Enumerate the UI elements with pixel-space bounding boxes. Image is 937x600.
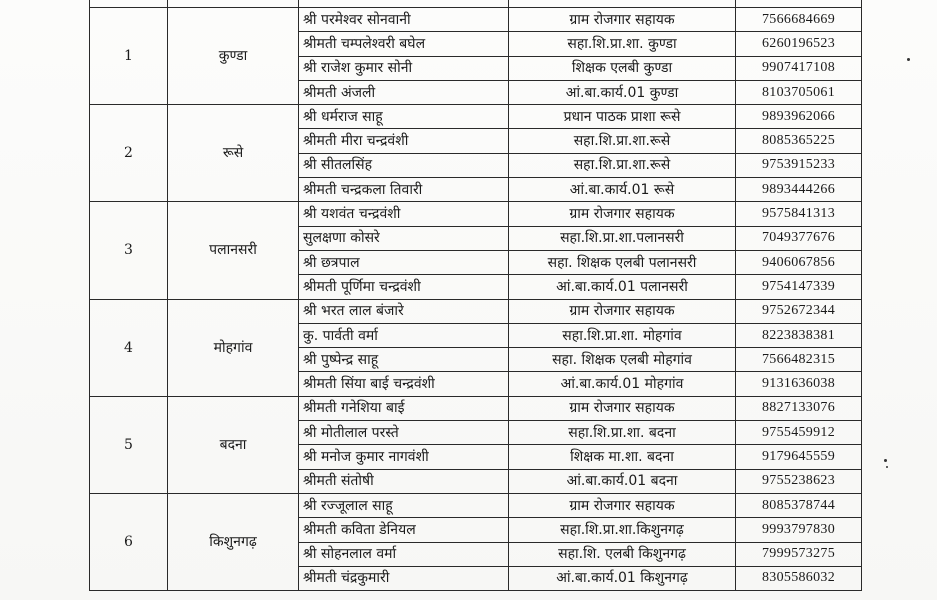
table-row <box>90 202 862 226</box>
designation-cell: सहा.शि.प्रा.शा. मोहगांव <box>509 323 736 347</box>
designation-cell: ग्राम रोजगार सहायक <box>509 299 736 323</box>
member-name-cell: श्रीमती चन्द्रकला तिवारी <box>299 178 509 202</box>
designation-cell: शिक्षक मा.शा. बदना <box>509 445 736 469</box>
mobile-number-cell: 6260196523 <box>736 32 862 56</box>
designation-cell: सहा.शि.प्रा.शा.किशुनगढ़ <box>509 518 736 542</box>
village-name-cell: मोहगांव <box>168 299 299 396</box>
member-name-cell: कु. पार्वती वर्मा <box>299 323 509 347</box>
serial-number-cell: 2 <box>90 105 168 202</box>
mobile-number-cell: 9131636038 <box>736 372 862 396</box>
member-name-cell: श्री मनोज कुमार नागवंशी <box>299 445 509 469</box>
table-body <box>90 0 862 591</box>
member-name-cell: श्रीमती कविता डेनियल <box>299 518 509 542</box>
designation-cell: सहा.शि. एलबी किशुनगढ़ <box>509 542 736 566</box>
member-name-cell: श्री भरत लाल बंजारे <box>299 299 509 323</box>
mobile-number-cell: 9755238623 <box>736 469 862 493</box>
mobile-number-cell: 8827133076 <box>736 396 862 420</box>
serial-number-cell: 6 <box>90 493 168 590</box>
scan-speck <box>907 58 910 61</box>
designation-cell: सहा.शि.प्रा.शा.रूसे <box>509 129 736 153</box>
designation-cell: ग्राम रोजगार सहायक <box>509 493 736 517</box>
serial-number-cell: 3 <box>90 202 168 299</box>
table-row <box>90 8 862 32</box>
serial-number-cell: 4 <box>90 299 168 396</box>
member-name-cell: श्री छत्रपाल <box>299 250 509 274</box>
village-name-cell: किशुनगढ़ <box>168 493 299 590</box>
member-name-cell: श्री पुष्पेन्द्र साहू <box>299 348 509 372</box>
member-name-cell: श्री सीतलसिंह <box>299 153 509 177</box>
mobile-number-cell: 9907417108 <box>736 56 862 80</box>
mobile-number-cell: 9993797830 <box>736 518 862 542</box>
mobile-number-cell: 8223838381 <box>736 323 862 347</box>
member-name-cell: श्रीमती गनेशिया बाई <box>299 396 509 420</box>
scan-speck <box>886 466 888 468</box>
mobile-number-cell: 9753915233 <box>736 153 862 177</box>
serial-number-cell: 1 <box>90 8 168 105</box>
member-name-cell: श्रीमती सिंया बाई चन्द्रवंशी <box>299 372 509 396</box>
member-name-cell: श्रीमती चंद्रकुमारी <box>299 566 509 590</box>
designation-cell: शिक्षक एलबी कुण्डा <box>509 56 736 80</box>
village-name-cell: बदना <box>168 396 299 493</box>
mobile-number-cell: 9752672344 <box>736 299 862 323</box>
member-name-cell: सुलक्षणा कोसरे <box>299 226 509 250</box>
member-name-cell: श्री परमेश्वर सोनवानी <box>299 8 509 32</box>
designation-cell: सहा.शि.प्रा.शा.रूसे <box>509 153 736 177</box>
village-name-cell: कुण्डा <box>168 8 299 105</box>
member-name-cell: श्री मोतीलाल परस्ते <box>299 421 509 445</box>
mobile-number-cell: 8085365225 <box>736 129 862 153</box>
designation-cell: सहा.शि.प्रा.शा. कुण्डा <box>509 32 736 56</box>
member-name-cell: श्री धर्मराज साहू <box>299 105 509 129</box>
mobile-number-cell: 8085378744 <box>736 493 862 517</box>
designation-cell: प्रधान पाठक प्राशा रूसे <box>509 105 736 129</box>
designation-cell: आं.बा.कार्य.01 बदना <box>509 469 736 493</box>
mobile-number-cell: 8305586032 <box>736 566 862 590</box>
mobile-number-cell: 9575841313 <box>736 202 862 226</box>
mobile-number-cell: 9406067856 <box>736 250 862 274</box>
designation-cell: सहा.शि.प्रा.शा.पलानसरी <box>509 226 736 250</box>
mobile-number-cell: 7999573275 <box>736 542 862 566</box>
mobile-number-cell: 9179645559 <box>736 445 862 469</box>
table-header-remnant <box>90 0 862 8</box>
member-name-cell: श्रीमती अंजली <box>299 80 509 104</box>
mobile-number-cell: 7049377676 <box>736 226 862 250</box>
scan-speck <box>884 459 887 462</box>
mobile-number-cell: 9893444266 <box>736 178 862 202</box>
designation-cell: आं.बा.कार्य.01 रूसे <box>509 178 736 202</box>
table-row <box>90 299 862 323</box>
mobile-number-cell: 8103705061 <box>736 80 862 104</box>
designation-cell: आं.बा.कार्य.01 पलानसरी <box>509 275 736 299</box>
table-row <box>90 105 862 129</box>
member-name-cell: श्री राजेश कुमार सोनी <box>299 56 509 80</box>
designation-cell: सहा. शिक्षक एलबी पलानसरी <box>509 250 736 274</box>
table-row <box>90 396 862 420</box>
designation-cell: सहा. शिक्षक एलबी मोहगांव <box>509 348 736 372</box>
designation-cell: सहा.शि.प्रा.शा. बदना <box>509 421 736 445</box>
member-name-cell: श्रीमती चम्पलेश्वरी बघेल <box>299 32 509 56</box>
member-name-cell: श्रीमती पूर्णिमा चन्द्रवंशी <box>299 275 509 299</box>
member-name-cell: श्री यशवंत चन्द्रवंशी <box>299 202 509 226</box>
mobile-number-cell: 9893962066 <box>736 105 862 129</box>
designation-cell: ग्राम रोजगार सहायक <box>509 202 736 226</box>
member-name-cell: श्रीमती संतोषी <box>299 469 509 493</box>
designation-cell: आं.बा.कार्य.01 कुण्डा <box>509 80 736 104</box>
designation-cell: ग्राम रोजगार सहायक <box>509 8 736 32</box>
mobile-number-cell: 9755459912 <box>736 421 862 445</box>
designation-cell: ग्राम रोजगार सहायक <box>509 396 736 420</box>
member-name-cell: श्रीमती मीरा चन्द्रवंशी <box>299 129 509 153</box>
member-name-cell: श्री सोहनलाल वर्मा <box>299 542 509 566</box>
mobile-number-cell: 9754147339 <box>736 275 862 299</box>
village-name-cell: रूसे <box>168 105 299 202</box>
mobile-number-cell: 7566684669 <box>736 8 862 32</box>
designation-cell: आं.बा.कार्य.01 मोहगांव <box>509 372 736 396</box>
serial-number-cell: 5 <box>90 396 168 493</box>
mobile-number-cell: 7566482315 <box>736 348 862 372</box>
staff-contact-table <box>89 0 862 591</box>
member-name-cell: श्री रज्जूलाल साहू <box>299 493 509 517</box>
designation-cell: आं.बा.कार्य.01 किशुनगढ़ <box>509 566 736 590</box>
village-name-cell: पलानसरी <box>168 202 299 299</box>
table-row <box>90 493 862 517</box>
